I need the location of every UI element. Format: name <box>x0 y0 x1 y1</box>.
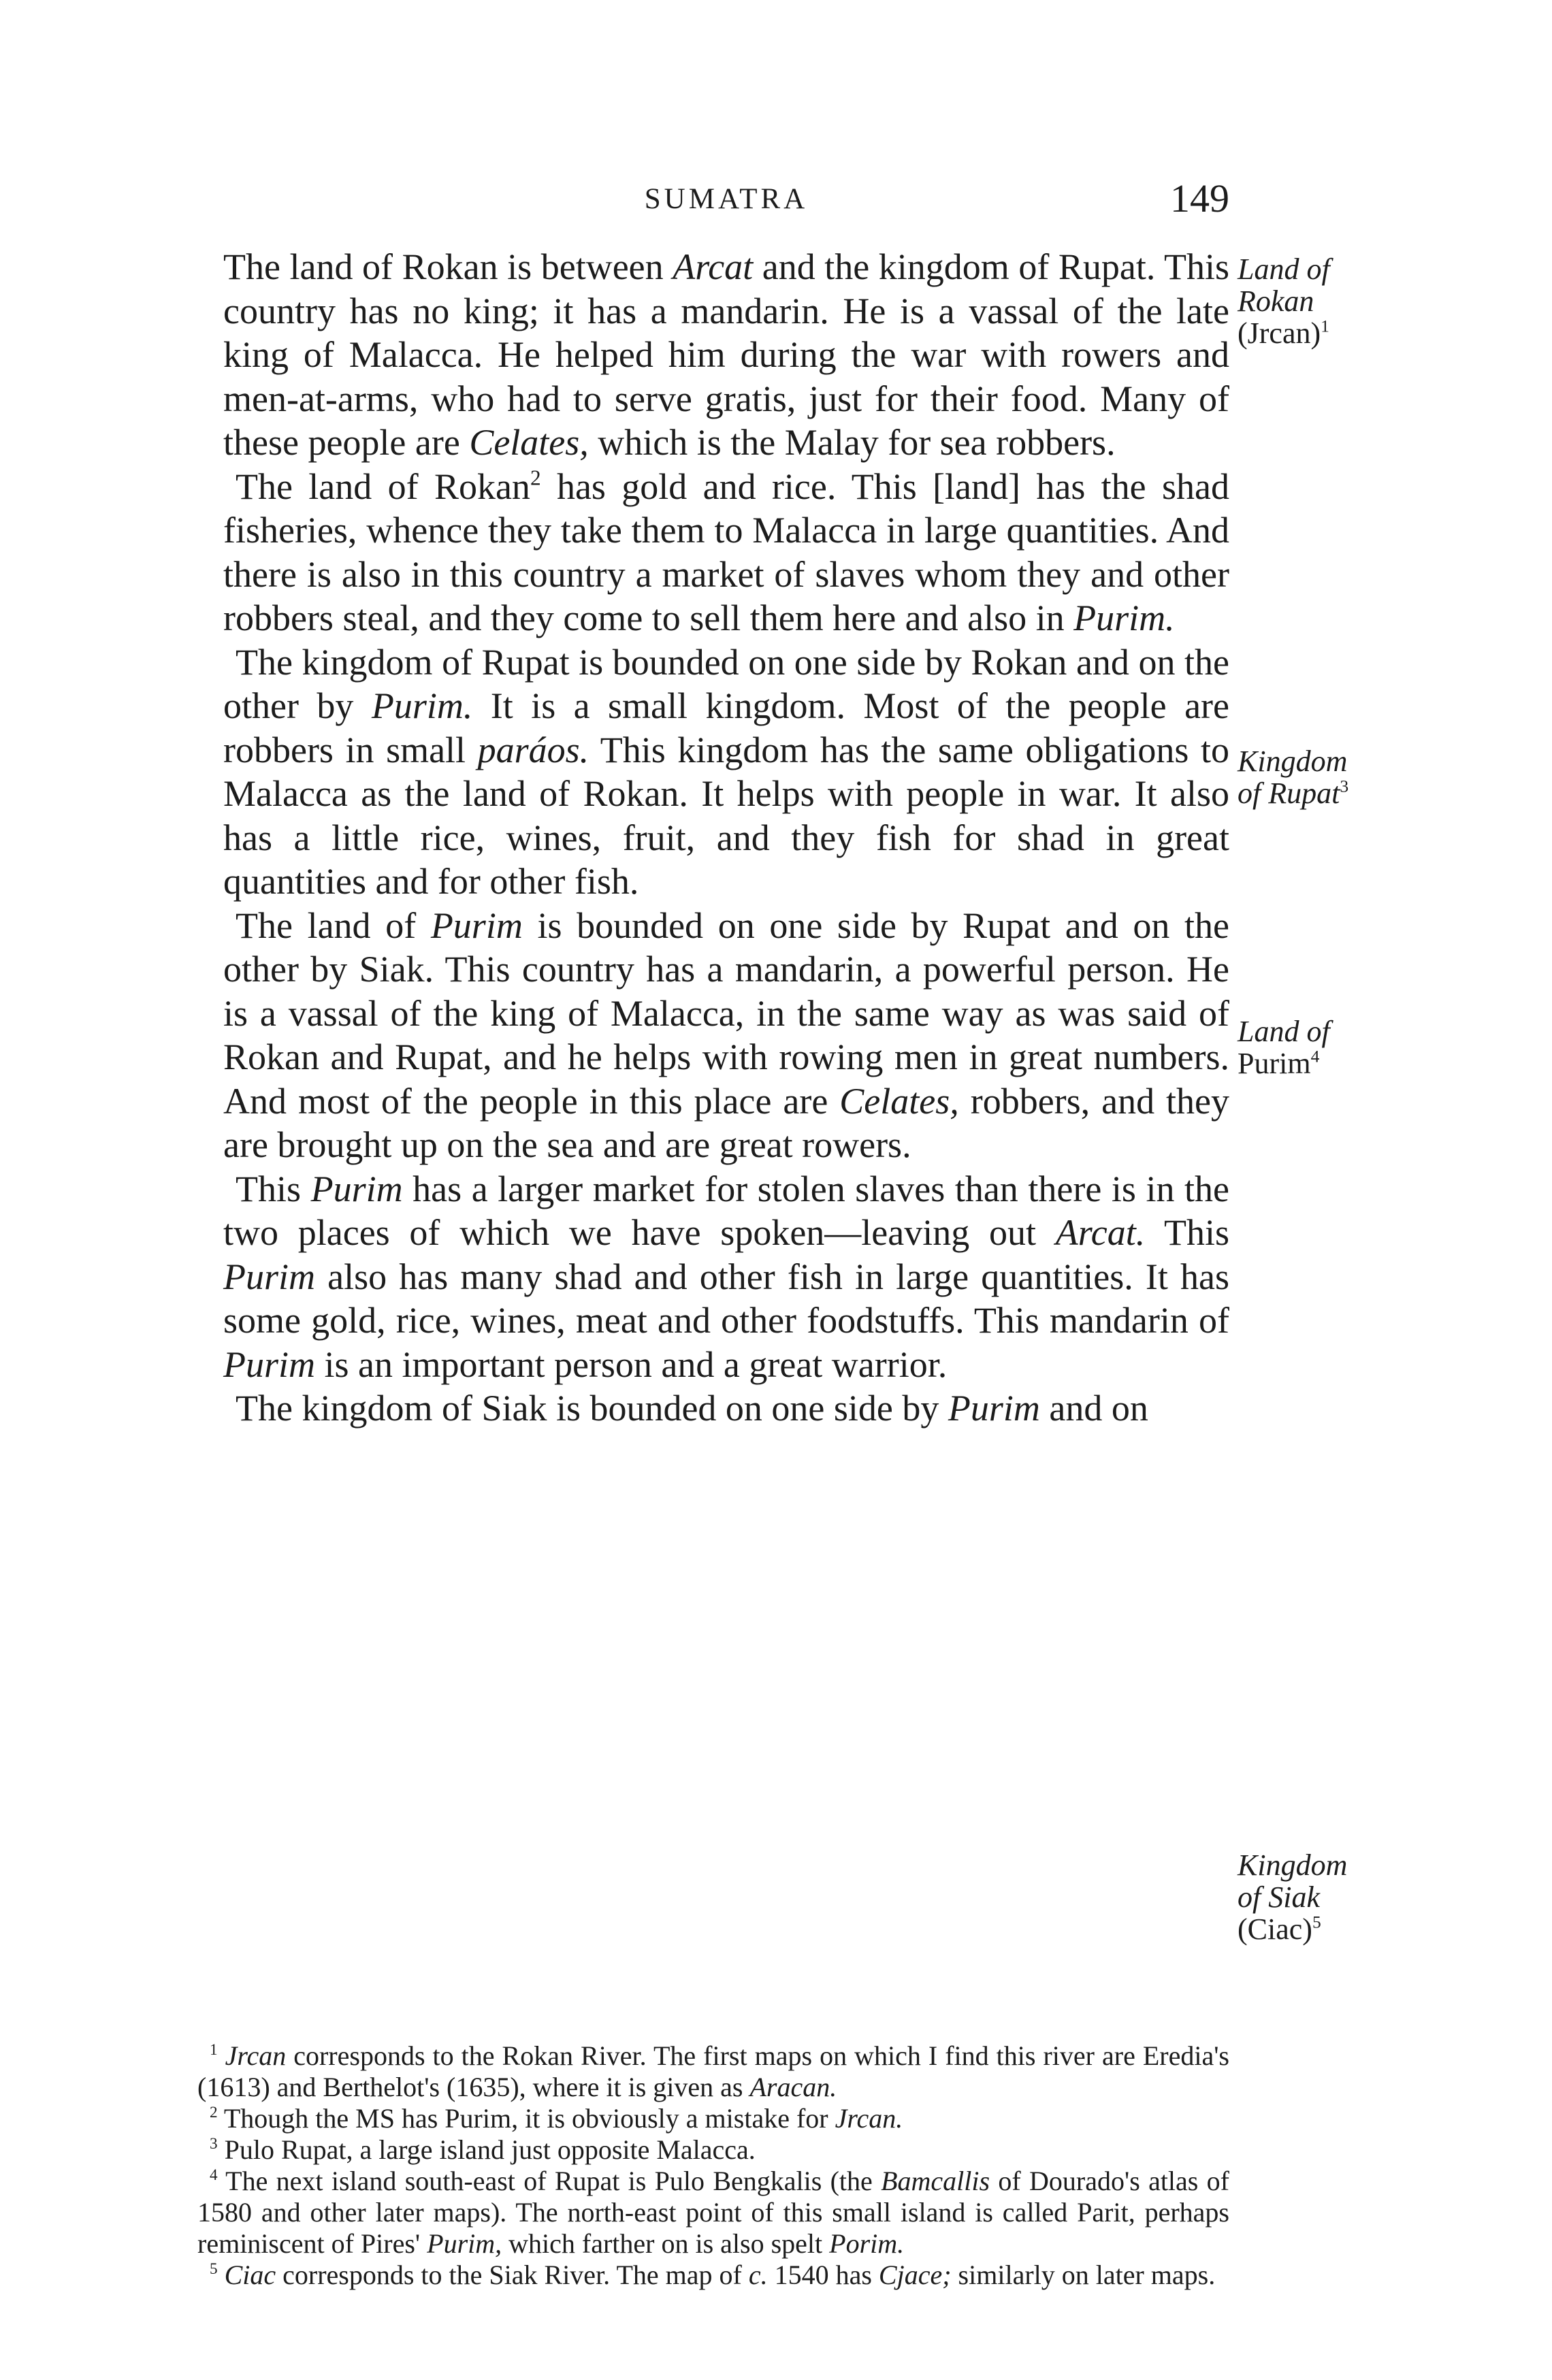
footnote-number: 4 <box>210 2166 218 2184</box>
footnote-4 <box>197 2166 1229 2260</box>
page-number: 149 <box>1170 176 1229 221</box>
text-run: is an important person and a great warrior. <box>315 1343 948 1385</box>
text-run: The land of <box>236 904 431 946</box>
italic-term: Cjace; <box>878 2260 952 2290</box>
italic-term: Aracan. <box>749 2072 837 2102</box>
text-run: robbers, and they are brought up on the sea and are great rowers. <box>223 1080 1229 1165</box>
text-run: which farther on is also spelt <box>502 2228 830 2259</box>
italic-term: paráos. <box>477 729 589 770</box>
italic-term: Purim <box>223 1256 315 1297</box>
paragraph-siak <box>223 1386 1229 1431</box>
text-run: which is the Malay for sea robbers. <box>588 422 1116 463</box>
text-run: has a larger market for stolen slaves than there is in the two places of which we have spoken—leaving out <box>223 1168 1229 1253</box>
footnote-ref: 3 <box>1340 776 1349 796</box>
italic-term: Jrcan. <box>835 2103 903 2134</box>
italic-term: Porim. <box>829 2228 905 2259</box>
text-run: is bounded on one side by Rupat and on the other by Siak. This country has a mandarin, a powerful person. He is a vassal of the king of Malacca, in the same way as was said of Rokan and Rupat, and he helps with rowing men in great numbers. And most of the people in this place are <box>223 904 1229 1122</box>
text-run: similarly on later maps. <box>951 2260 1216 2290</box>
text-run: and the kingdom of Rupat. This country has no king; it has a mandarin. He is a vassal of the late king of Malacca. He helped him during the war with rowers and men-at-arms, who had to serve gratis, just for their food. Many of these people are <box>223 246 1229 463</box>
paragraph-rokan <box>223 245 1229 465</box>
italic-term: Purim. <box>1073 598 1175 638</box>
italic-term: Purim <box>310 1168 403 1209</box>
text-run: The kingdom of Siak is bounded on one side by <box>236 1388 948 1429</box>
sidenote-detail: (Ciac) <box>1238 1912 1312 1946</box>
italic-term: Purim <box>223 1343 315 1385</box>
paragraph-purim-market <box>223 1167 1229 1387</box>
italic-term: Celates, <box>839 1080 959 1122</box>
italic-term: Celates, <box>469 422 589 463</box>
footnote-ref: 1 <box>1321 316 1329 336</box>
italic-term: Purim <box>948 1388 1040 1429</box>
sidenote-land-of-purim <box>1238 1015 1374 1079</box>
sidenote-land-of-rokan <box>1238 253 1374 349</box>
italic-term: Arcat <box>673 246 754 287</box>
sidenote-detail: Purim <box>1238 1047 1311 1080</box>
text-run: The land of Rokan <box>236 466 530 507</box>
paragraph-purim <box>223 904 1229 1167</box>
page-header <box>223 176 1229 230</box>
sidenote-kingdom-of-siak <box>1238 1849 1374 1945</box>
text-run: and on <box>1039 1388 1148 1429</box>
text-run: The land of Rokan is between <box>223 246 673 287</box>
italic-term: Bamcallis <box>881 2166 990 2196</box>
text-run: corresponds to the Siak River. The map of <box>276 2260 749 2290</box>
footnotes <box>197 2040 1229 2291</box>
text-run: Though the MS has Purim, it is obviously a mistake for <box>217 2103 835 2134</box>
footnote-5 <box>197 2260 1229 2291</box>
italic-term: Purim, <box>427 2228 502 2259</box>
italic-term: Ciac <box>224 2260 276 2290</box>
sidenote-kingdom-of-rupat <box>1238 745 1374 809</box>
footnote-ref: 4 <box>1310 1046 1320 1066</box>
paragraph-rokan-produce <box>223 465 1229 640</box>
text-run: This <box>1145 1212 1230 1253</box>
text-run: has gold and rice. This [land] has the shad fisheries, whence they take them to Malacca in large quantities. And there is also in this country a market of slaves whom they and other robbers steal, and they come to sell them here and also in <box>223 466 1229 638</box>
text-run: 1540 has <box>767 2260 879 2290</box>
footnote-number: 2 <box>210 2103 218 2121</box>
text-run: It is a small kingdom. Most of the people are robbers in small <box>223 685 1229 770</box>
text-run: The kingdom of Rupat is bounded on one side by Rokan and on the other by <box>223 641 1229 726</box>
text-run: also has many shad and other fish in large quantities. It has some gold, rice, wines, meat and other foodstuffs. This mandarin of <box>223 1256 1229 1341</box>
italic-term: Purim. <box>371 685 473 726</box>
footnote-1 <box>197 2040 1229 2103</box>
body-text <box>223 245 1229 1431</box>
text-run: This kingdom has the same obligations to Malacca as the land of Rokan. It helps with people in war. It also has a little rice, wines, fruit, and they fish for shad in great quantities and for other fish. <box>223 729 1229 902</box>
footnote-3 <box>197 2134 1229 2166</box>
text-run: The next island south-east of Rupat is Pulo Bengkalis (the <box>217 2166 882 2196</box>
footnote-ref: 5 <box>1312 1912 1321 1932</box>
footnote-number: 3 <box>210 2134 218 2153</box>
sidenote-title: Kingdom of Siak <box>1238 1848 1348 1914</box>
text-run: Pulo Rupat, a large island just opposite Malacca. <box>217 2134 756 2165</box>
footnote-2 <box>197 2103 1229 2134</box>
footnote-ref: 2 <box>530 466 541 490</box>
text-run: corresponds to the Rokan River. The first maps on which I find this river are Eredia's (1613) and Berthelot's (1635), where it is given as <box>197 2040 1230 2102</box>
italic-term: Jrcan <box>225 2040 287 2071</box>
footnote-number: 5 <box>210 2260 218 2278</box>
sidenote-title: Land of <box>1238 1015 1330 1048</box>
text-run: This <box>236 1168 311 1209</box>
running-head: SUMATRA <box>644 183 809 215</box>
footnote-number: 1 <box>210 2040 218 2059</box>
italic-term: c. <box>748 2260 768 2290</box>
italic-term: Purim <box>430 904 523 946</box>
paragraph-rupat <box>223 640 1229 904</box>
sidenote-title: Kingdom of Rupat <box>1238 745 1348 810</box>
italic-term: Arcat. <box>1055 1212 1146 1253</box>
text-run: of Dourado's atlas of 1580 and other later maps). The north-east point of this small island is called Parit, perhaps reminiscent of Pires' <box>197 2166 1229 2259</box>
sidenote-detail: (Jrcan) <box>1238 316 1321 350</box>
sidenote-title: Land of Rokan <box>1238 252 1330 318</box>
